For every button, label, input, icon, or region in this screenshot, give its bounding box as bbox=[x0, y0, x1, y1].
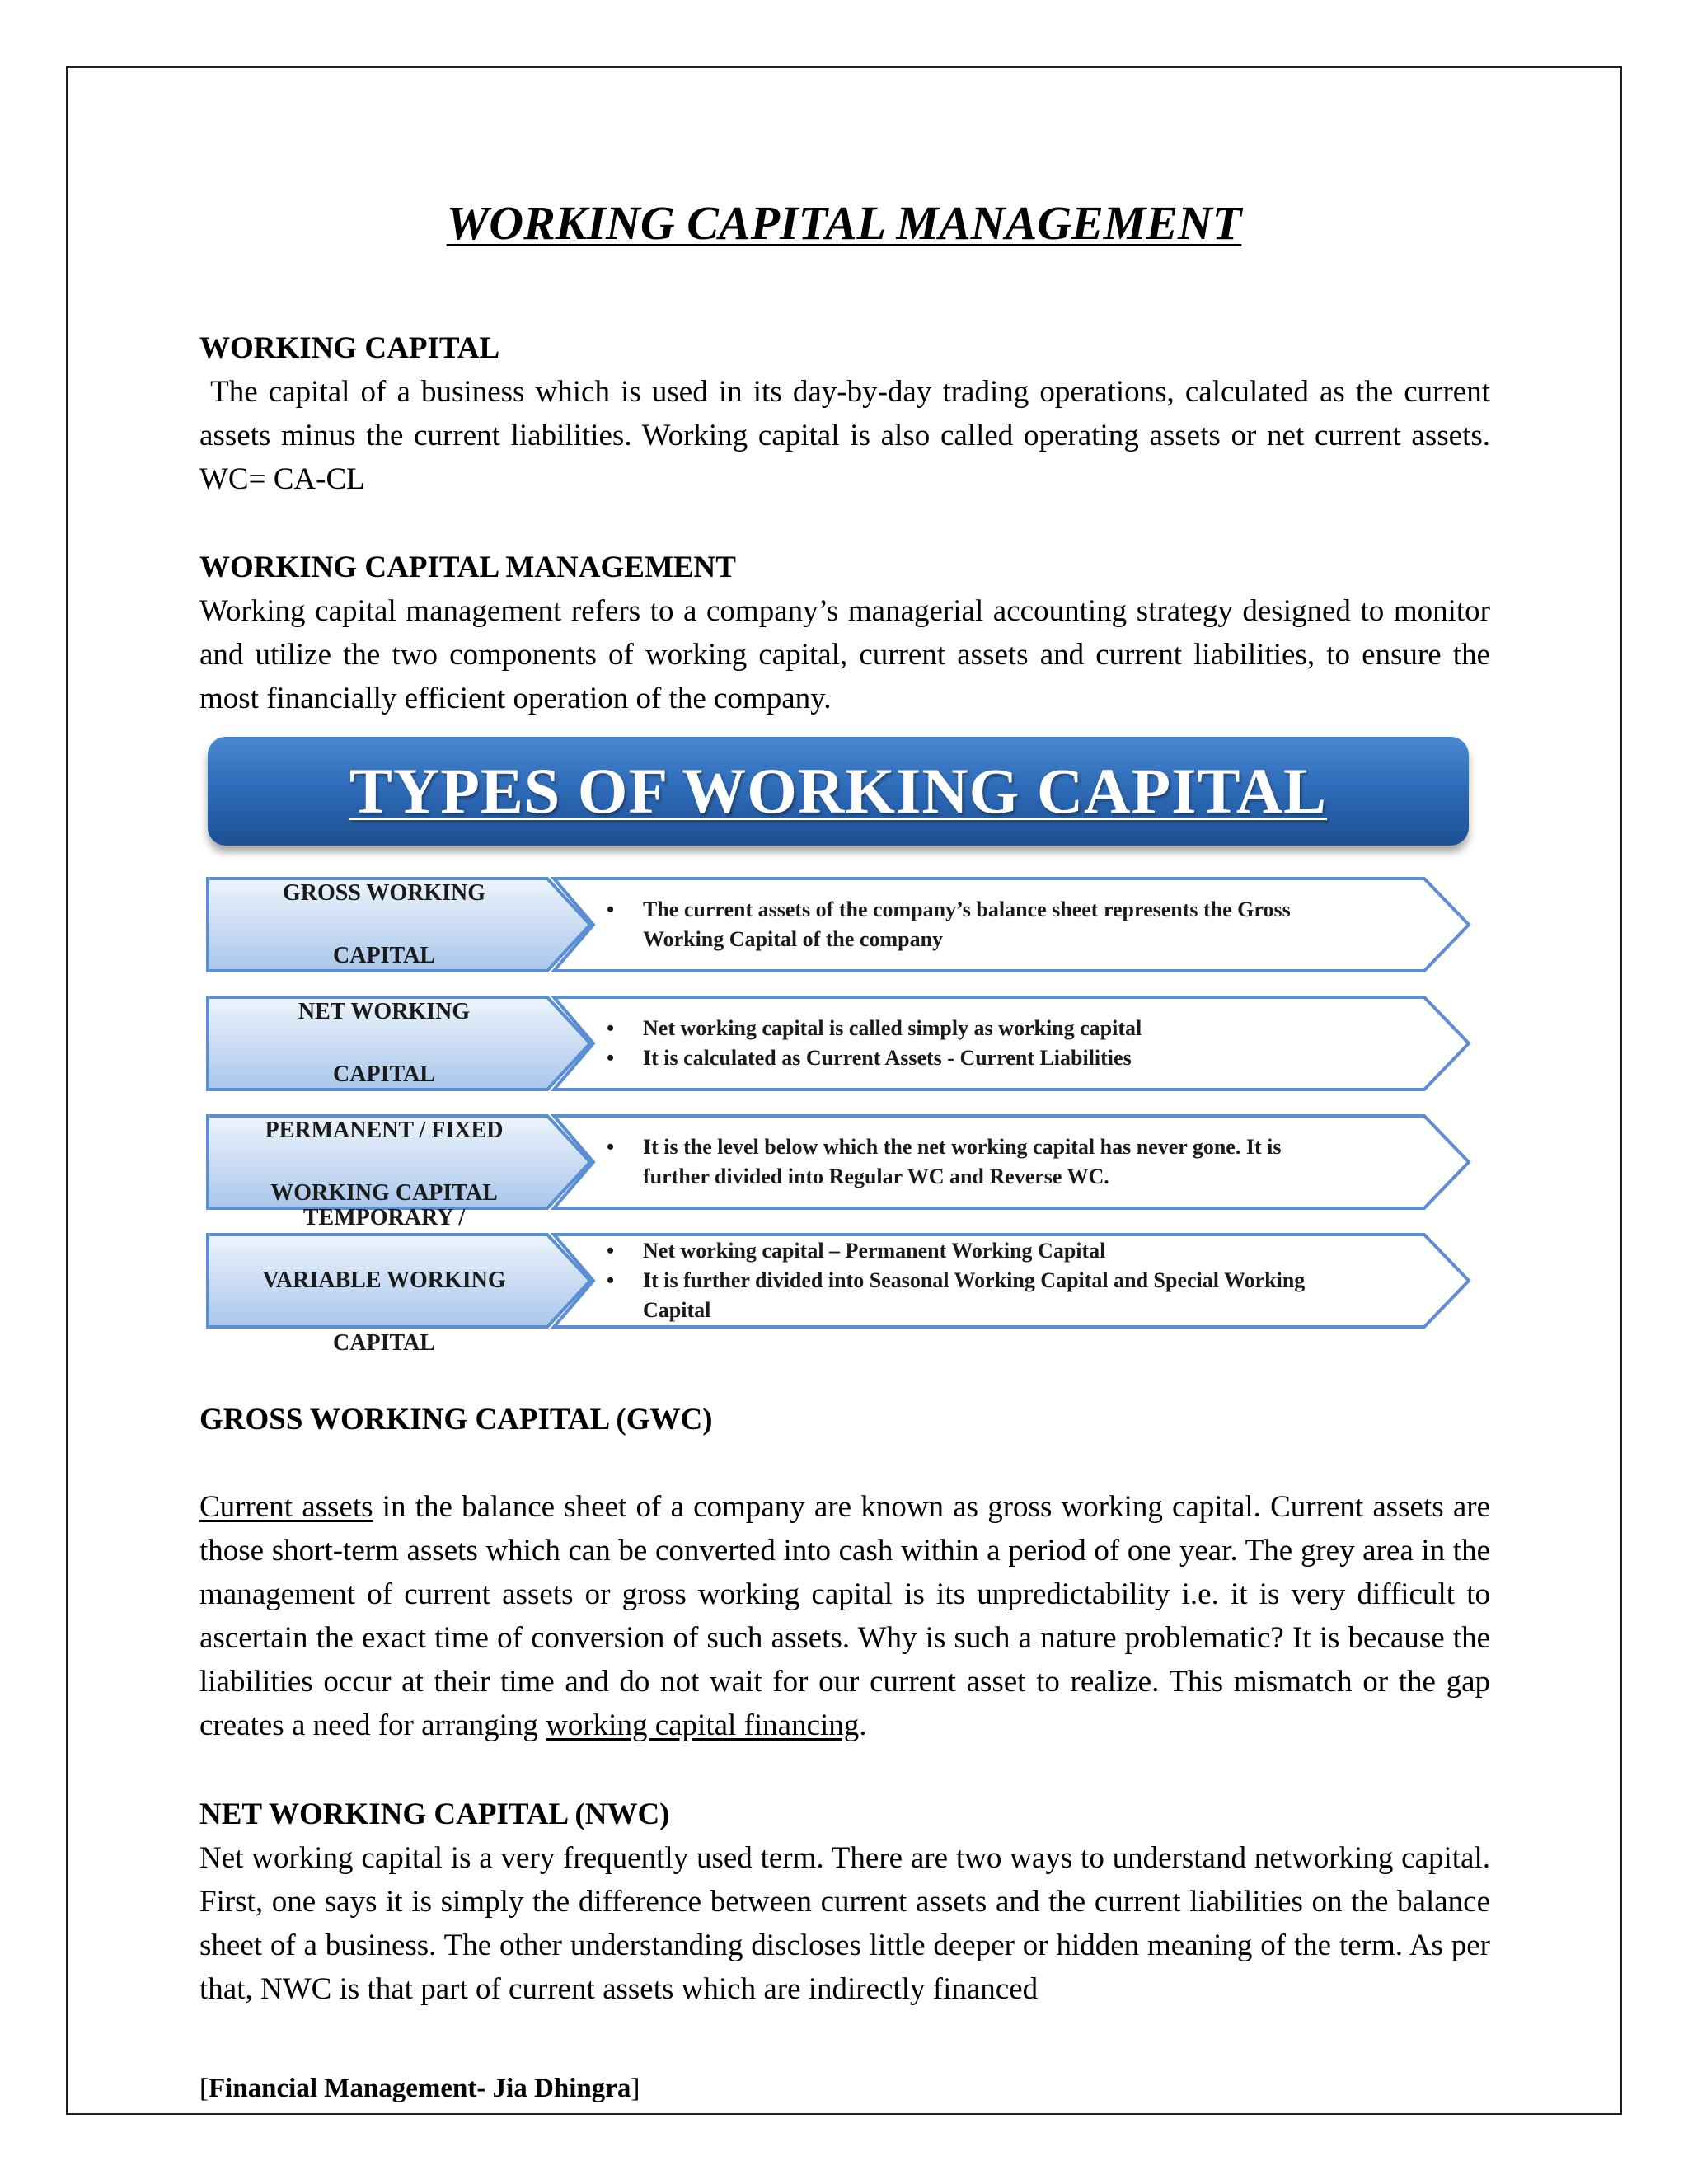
bullet-text: The current assets of the company’s balance sheet represents the Gross Working Capital of the company bbox=[643, 898, 1291, 951]
row-label bbox=[211, 872, 557, 977]
row-description bbox=[607, 991, 1348, 1096]
diagram-row bbox=[203, 1109, 1477, 1215]
diagram-banner-title: TYPES OF WORKING CAPITAL bbox=[349, 755, 1328, 827]
row-description bbox=[607, 1228, 1348, 1333]
bullet-item bbox=[607, 1266, 1348, 1325]
row-label-line: WORKING CAPITAL bbox=[270, 1180, 498, 1206]
section-working-capital bbox=[199, 326, 1498, 501]
bullet-item bbox=[607, 1043, 1348, 1073]
bullet-text: It is calculated as Current Assets - Current Liabilities bbox=[643, 1046, 1132, 1070]
row-label-line: CAPITAL bbox=[333, 943, 435, 968]
bullet-icon: • bbox=[607, 1016, 615, 1040]
working-capital-financing-link[interactable]: working capital financing bbox=[546, 1708, 860, 1742]
section-body: Working capital management refers to a company’s managerial accounting strategy designed to monitor and utilize the two components of working capital, current assets and current liabilities, to ensure the most financially efficient operation of the company. bbox=[199, 594, 1490, 715]
row-label bbox=[211, 991, 557, 1096]
row-label-line: CAPITAL bbox=[333, 1062, 435, 1087]
section-heading: GROSS WORKING CAPITAL (GWC) bbox=[199, 1403, 713, 1436]
section-body: The capital of a business which is used in its day-by-day trading operations, calculated as the current assets minus the current liabilities. Working capital is also called operating assets or net current assets. WC= CA-CL bbox=[199, 375, 1498, 496]
bullet-text: Net working capital is called simply as working capital bbox=[643, 1016, 1142, 1040]
bullet-item bbox=[607, 1014, 1348, 1043]
body-end: . bbox=[859, 1708, 867, 1742]
bullet-icon: • bbox=[607, 1268, 615, 1292]
row-label-line: VARIABLE WORKING bbox=[262, 1268, 506, 1293]
footer-text: Financial Management- Jia Dhingra bbox=[209, 2074, 631, 2103]
bullet-item bbox=[607, 1236, 1348, 1266]
diagram-banner bbox=[208, 737, 1469, 846]
section-body bbox=[199, 1485, 1490, 1747]
bullet-text: It is further divided into Seasonal Working Capital and Special Working Capital bbox=[643, 1268, 1306, 1322]
row-label-line: NET WORKING bbox=[298, 999, 471, 1024]
diagram-row bbox=[203, 872, 1477, 977]
footer-bracket-open: [ bbox=[199, 2074, 209, 2103]
row-label-line: PERMANENT / FIXED bbox=[265, 1118, 504, 1143]
section-working-capital-management bbox=[199, 546, 1490, 720]
bullet-item bbox=[607, 895, 1348, 954]
row-label bbox=[211, 1109, 557, 1215]
row-label bbox=[211, 1205, 557, 1356]
bullet-item bbox=[607, 1132, 1348, 1192]
bullet-icon: • bbox=[607, 1239, 615, 1263]
section-body: Net working capital is a very frequently used term. There are two ways to understand networking capital. First, one says it is simply the difference between current assets and the current liabilities on the balance sheet of a business. The other understanding discloses little deeper or hidden meaning of the term. As per that, NWC is that part of current assets which are indirectly financed bbox=[199, 1841, 1490, 2006]
row-label-line: TEMPORARY / bbox=[302, 1205, 466, 1230]
section-gross-working-capital bbox=[199, 1398, 1490, 1747]
bullet-icon: • bbox=[607, 1135, 615, 1159]
bullet-text: It is the level below which the net working capital has never gone. It is further divided into Regular WC and Reverse WC. bbox=[643, 1135, 1282, 1188]
row-description bbox=[607, 872, 1348, 977]
bullet-icon: • bbox=[607, 898, 615, 921]
row-label-line: CAPITAL bbox=[333, 1330, 435, 1356]
document-title: WORKING CAPITAL MANAGEMENT bbox=[446, 196, 1242, 250]
footer-bracket-close: ] bbox=[631, 2074, 640, 2103]
bullet-text: Net working capital – Permanent Working Capital bbox=[643, 1239, 1106, 1263]
bullet-icon: • bbox=[607, 1046, 615, 1070]
diagram-row bbox=[203, 991, 1477, 1096]
row-description bbox=[607, 1109, 1348, 1215]
section-heading: WORKING CAPITAL MANAGEMENT bbox=[199, 551, 736, 584]
section-heading: WORKING CAPITAL bbox=[199, 331, 500, 365]
section-net-working-capital bbox=[199, 1793, 1490, 2011]
body-text: in the balance sheet of a company are known as gross working capital. Current assets are those short-term assets which can be converted into cash within a period of one year. The grey area in the management of current assets or gross working capital is its unpredictability i.e. it is very difficult to ascertain the exact time of conversion of such assets. Why is such a nature problematic? It is because the liabilities occur at their time and do not wait for our current asset to realize. This mismatch or the gap creates a need for arranging bbox=[199, 1490, 1490, 1742]
section-heading: NET WORKING CAPITAL (NWC) bbox=[199, 1797, 670, 1831]
page-footer bbox=[199, 2072, 640, 2105]
types-of-working-capital-diagram bbox=[203, 732, 1477, 1356]
row-label-line: GROSS WORKING bbox=[282, 880, 486, 906]
diagram-row bbox=[203, 1205, 1477, 1356]
current-assets-link[interactable]: Current assets bbox=[199, 1490, 373, 1524]
